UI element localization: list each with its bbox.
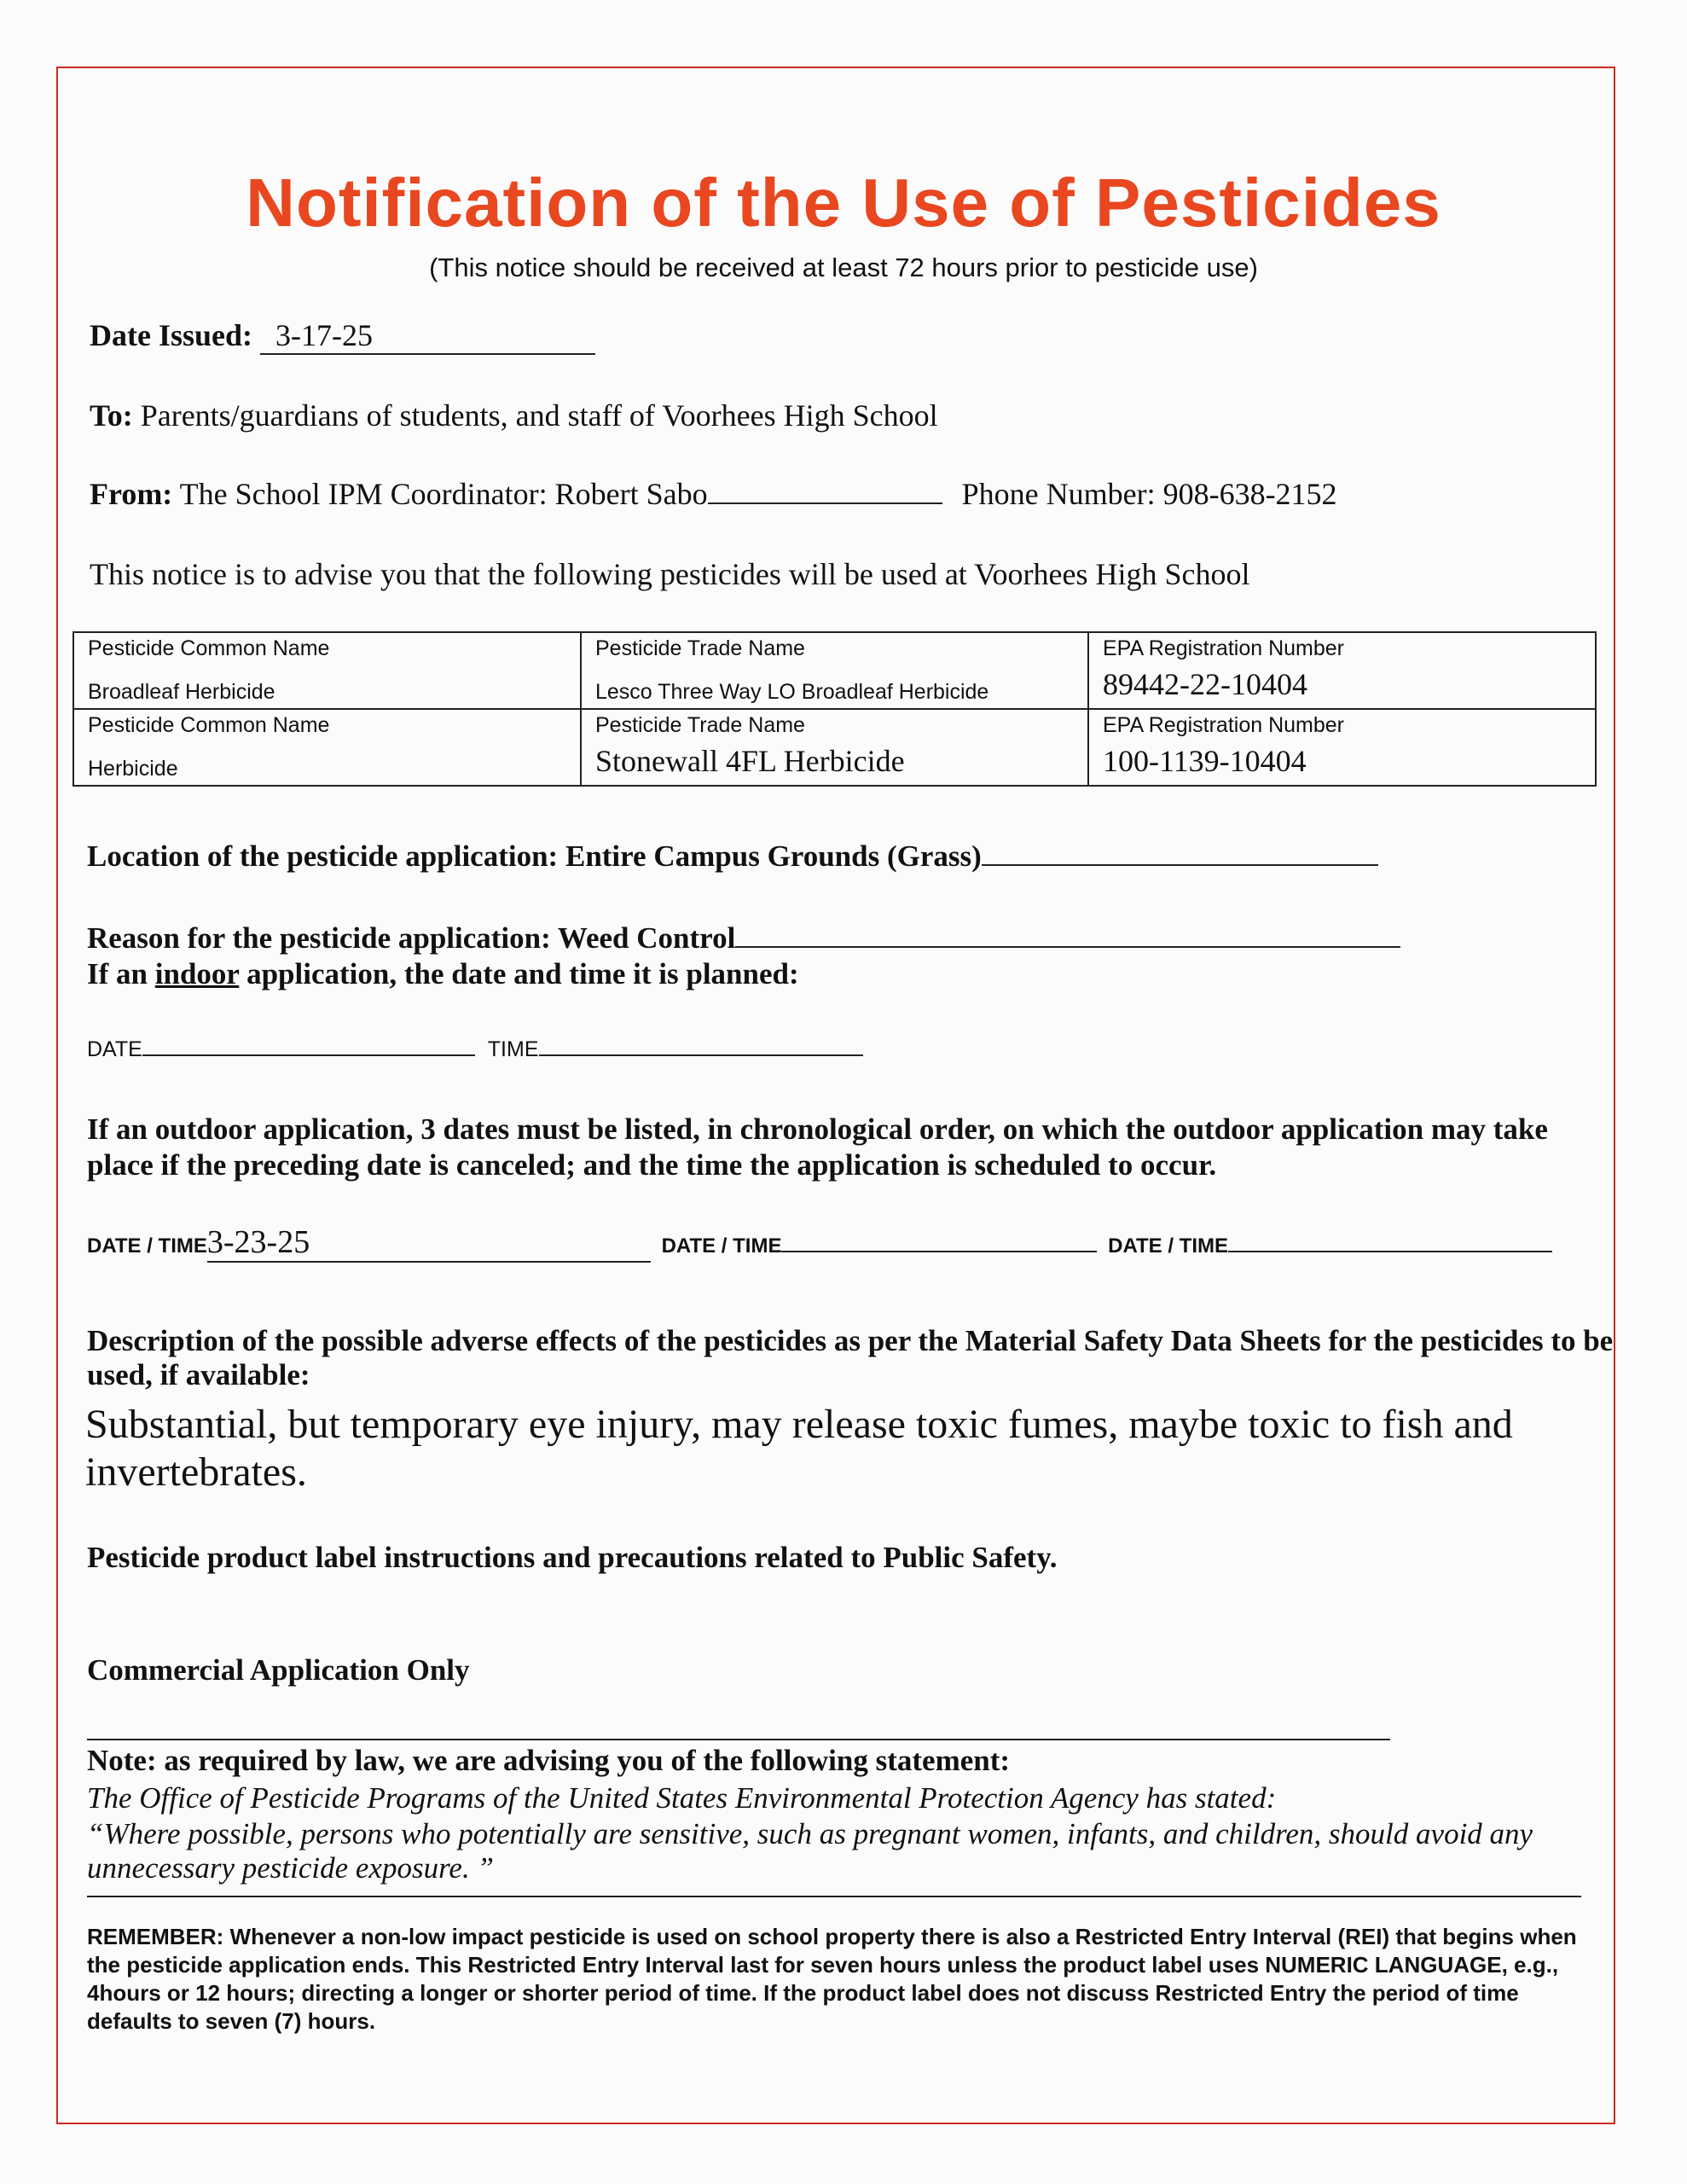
date-issued-field[interactable] <box>260 317 595 355</box>
indoor-date-label: DATE <box>87 1037 142 1061</box>
pesticide-table <box>72 631 1597 787</box>
table-row <box>73 632 1596 709</box>
remember-notice: REMEMBER: Whenever a non-low impact pesticide is used on school property there is also a Restricted Entry Interval (REI) that begins when the pesticide application ends. This Restricted Entry Interval last for seven hours unless the product label uses NUMERIC LANGUAGE, e.g., 4hours or 12 hours; directing a longer or shorter period of time. If the product label does not discuss Restricted Entry the period of time defaults to seven (7) hours. <box>87 1924 1577 2034</box>
indoor-date-time-row <box>87 1037 863 1062</box>
outdoor-instructions: If an outdoor application, 3 dates must be listed, in chronological order, on which the outdoor application may take place if the preceding date is canceled; and the time the application is scheduled to occur. <box>87 1112 1548 1182</box>
location-blank[interactable] <box>982 864 1378 866</box>
outdoor-date-field-3[interactable] <box>1228 1251 1552 1252</box>
table-cell <box>1088 709 1596 786</box>
indoor-underlined: indoor <box>154 957 240 990</box>
table-cell <box>581 709 1088 786</box>
trade-name-header: Pesticide Trade Name <box>595 636 805 660</box>
reason-row <box>87 921 1400 956</box>
reason-blank[interactable] <box>735 946 1400 948</box>
indoor-time-label: TIME <box>487 1037 539 1061</box>
commercial-application: Commercial Application Only <box>87 1653 470 1687</box>
table-row <box>73 709 1596 786</box>
divider <box>87 1739 1390 1740</box>
outdoor-date-label: DATE / TIME <box>661 1234 782 1258</box>
table-cell <box>73 632 581 709</box>
divider <box>87 1896 1581 1897</box>
epa-number-value[interactable]: 100-1139-10404 <box>1103 744 1307 778</box>
to-row <box>90 398 938 433</box>
location-value: Entire Campus Grounds (Grass) <box>565 839 982 873</box>
indoor-time-field[interactable] <box>539 1054 863 1056</box>
table-cell <box>73 709 581 786</box>
phone-label: Phone Number: <box>961 477 1156 511</box>
date-issued-value: 3-17-25 <box>275 318 373 352</box>
indoor-date-field[interactable] <box>142 1054 475 1056</box>
reason-value: Weed Control <box>557 921 736 955</box>
from-label: From: <box>90 477 173 511</box>
to-value: Parents/guardians of students, and staff of Voorhees High School <box>140 398 938 433</box>
note-line1: The Office of Pesticide Programs of the United States Environmental Protection Agency has stated: <box>87 1781 1277 1815</box>
phone-value: 908-638-2152 <box>1162 477 1337 511</box>
trade-name-value[interactable]: Lesco Three Way LO Broadleaf Herbicide <box>595 680 989 704</box>
location-row <box>87 839 1378 874</box>
note-heading: Note: as required by law, we are advising you of the following statement: <box>87 1744 1011 1777</box>
epa-number-header: EPA Registration Number <box>1103 636 1344 660</box>
common-name-value[interactable]: Broadleaf Herbicide <box>88 680 275 704</box>
from-value: The School IPM Coordinator: Robert Sabo <box>179 477 708 511</box>
date-issued-label: Date Issued: <box>90 318 253 352</box>
table-cell <box>1088 632 1596 709</box>
outdoor-date-label: DATE / TIME <box>1108 1234 1229 1258</box>
page-subtitle: (This notice should be received at least 72 hours prior to pesticide use) <box>429 253 1258 282</box>
date-issued-row <box>90 317 595 355</box>
outdoor-date-value-1: 3-23-25 <box>206 1224 310 1260</box>
reason-label: Reason for the pesticide application: <box>87 921 551 955</box>
trade-name-header: Pesticide Trade Name <box>595 713 805 737</box>
indoor-row <box>87 957 799 991</box>
table-cell <box>581 632 1088 709</box>
common-name-header: Pesticide Common Name <box>88 636 330 660</box>
outdoor-date-label: DATE / TIME <box>87 1234 207 1258</box>
note-quote: “Where possible, persons who potentially are sensitive, such as pregnant women, infants, and children, should avoid any unnecessary pesticide exposure. ” <box>87 1817 1533 1885</box>
outdoor-dates-row <box>87 1223 1552 1263</box>
location-label: Location of the pesticide application: <box>87 839 559 873</box>
to-label: To: <box>90 398 133 433</box>
from-row <box>90 476 1337 512</box>
page-border <box>56 67 1615 2124</box>
indoor-prefix: If an <box>87 957 148 990</box>
from-blank[interactable] <box>708 502 942 504</box>
outdoor-date-field-1[interactable] <box>207 1223 651 1263</box>
page-title: Notification of the Use of Pesticides <box>246 165 1441 241</box>
epa-number-header: EPA Registration Number <box>1103 713 1344 737</box>
adverse-effects-heading: Description of the possible adverse effects of the pesticides as per the Material Safety Data Sheets for the pesticides to be used, if available: <box>87 1324 1614 1391</box>
adverse-effects-value[interactable]: Substantial, but temporary eye injury, may release toxic fumes, maybe toxic to fish and invertebrates. <box>85 1402 1513 1495</box>
label-instructions: Pesticide product label instructions and precautions related to Public Safety. <box>87 1541 1058 1574</box>
outdoor-date-field-2[interactable] <box>781 1251 1097 1252</box>
common-name-value[interactable]: Herbicide <box>88 757 178 781</box>
indoor-suffix: application, the date and time it is planned: <box>246 957 799 990</box>
advise-text: This notice is to advise you that the following pesticides will be used at Voorhees High School <box>90 557 1250 591</box>
common-name-header: Pesticide Common Name <box>88 713 330 737</box>
trade-name-value[interactable]: Stonewall 4FL Herbicide <box>595 744 905 778</box>
epa-number-value[interactable]: 89442-22-10404 <box>1103 667 1307 701</box>
